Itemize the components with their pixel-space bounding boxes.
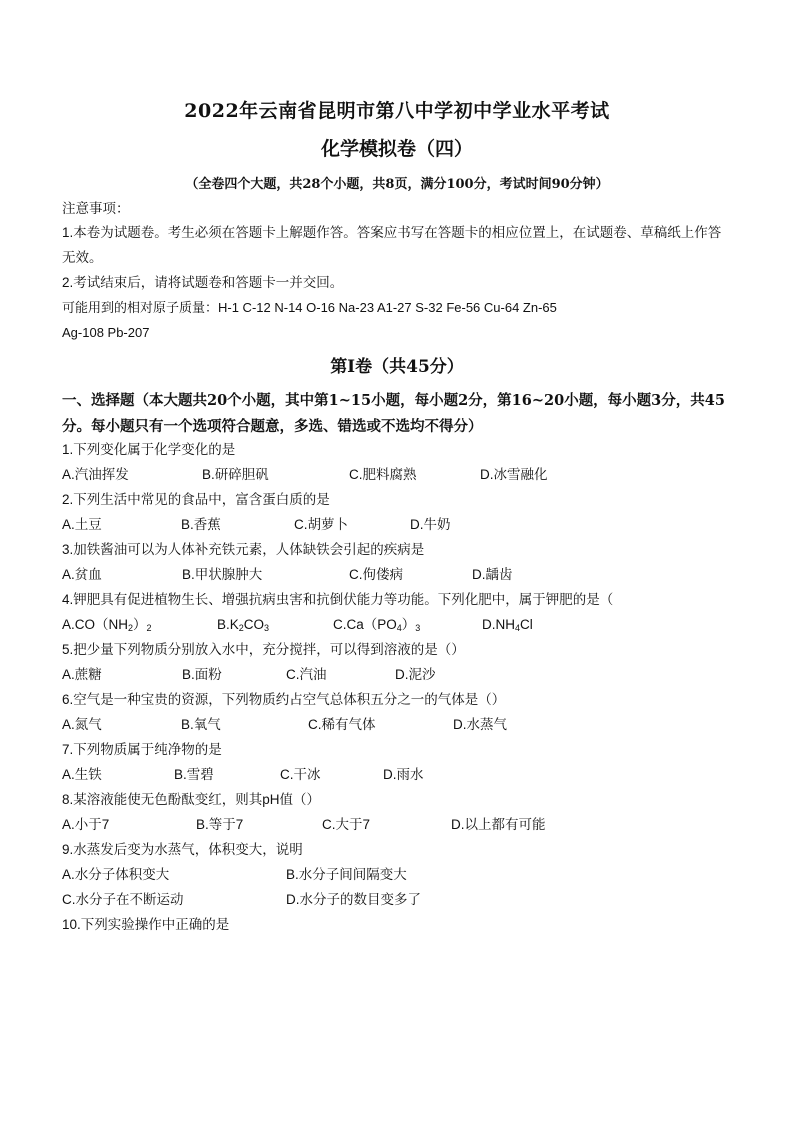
question-5-options	[62, 666, 730, 684]
option-b: B.研碎胆矾	[202, 467, 269, 482]
part-1-title: 第Ⅰ卷（共45分）	[330, 357, 464, 377]
option-b: B.香蕉	[181, 517, 221, 532]
question-6-stem: 6.空气是一种宝贵的资源，下列物质约占空气总体积五分之一的气体是（）	[62, 692, 506, 707]
option-b: B.等于7	[196, 817, 244, 832]
option-a: A.土豆	[62, 517, 102, 532]
option-c: C.佝偻病	[349, 567, 403, 582]
question-9-options-row-2	[62, 891, 730, 909]
option-b: B.水分子间间隔变大	[286, 867, 407, 882]
option-a: A.贫血	[62, 567, 102, 582]
note-1: 1.本卷为试题卷。考生必须在答题卡上解题作答。答案应书写在答题卡的相应位置上，在试题卷、草稿纸上作答无效。	[62, 225, 722, 265]
atomic-masses-line-1: 可能用到的相对原子质量：H-1 C-12 N-14 O-16 Na-23 A1-27 S-32 Fe-56 Cu-64 Zn-65	[62, 300, 557, 315]
option-d: D.泥沙	[395, 667, 436, 682]
question-8-stem: 8.某溶液能使无色酚酞变红，则其pH值（）	[62, 792, 321, 807]
option-a: A.氮气	[62, 717, 102, 732]
option-b: B.面粉	[182, 667, 222, 682]
question-7-stem: 7.下列物质属于纯净物的是	[62, 742, 222, 757]
option-b: B.甲状腺肿大	[182, 567, 263, 582]
question-4-options	[62, 616, 730, 634]
question-3-stem: 3.加铁酱油可以为人体补充铁元素，人体缺铁会引起的疾病是	[62, 542, 425, 557]
option-d: D.以上都有可能	[451, 817, 546, 832]
option-c: $C.Ca(PO_4)_3$	[333, 617, 421, 633]
question-4-stem: 4.钾肥具有促进植物生长、增强抗病虫害和抗倒伏能力等功能。下列化肥中，属于钾肥的是（	[62, 592, 614, 607]
option-d: D.水分子的数目变多了	[286, 892, 421, 907]
question-2-stem: 2.下列生活中常见的食品中，富含蛋白质的是	[62, 492, 330, 507]
question-5-stem: 5.把少量下列物质分别放入水中，充分搅拌，可以得到溶液的是（）	[62, 642, 465, 657]
option-d: D.龋齿	[472, 567, 513, 582]
option-c: C.稀有气体	[308, 717, 376, 732]
option-c: C.大于7	[322, 817, 371, 832]
question-1-options	[62, 466, 730, 484]
question-9-stem: 9.水蒸发后变为水蒸气，体积变大，说明	[62, 842, 303, 857]
question-1-stem: 1.下列变化属于化学变化的是	[62, 442, 236, 457]
question-3-options	[62, 566, 730, 584]
option-d: D.牛奶	[410, 517, 451, 532]
option-a: A.汽油挥发	[62, 467, 129, 482]
option-c: C.干冰	[280, 767, 321, 782]
section-1-heading: 一、选择题（本大题共20个小题，其中第1~15小题，每小题2分，第16~20小题，每小题3分，共45分。每小题只有一个选项符合题意，多选、错选或不选均不得分）	[62, 392, 725, 435]
notes-heading: 注意事项：	[62, 201, 130, 216]
option-a: $A.CO(NH_2)_2$	[62, 617, 152, 633]
option-c: C.水分子在不断运动	[62, 892, 184, 907]
option-a: A.蔗糖	[62, 667, 102, 682]
atomic-masses-line-2: Ag-108 Pb-207	[62, 325, 150, 340]
option-c: C.肥料腐熟	[349, 467, 417, 482]
question-9-options-row-1	[62, 866, 730, 884]
option-d: D.雨水	[383, 767, 424, 782]
question-8-options	[62, 816, 730, 834]
option-b: B.雪碧	[174, 767, 214, 782]
question-7-options	[62, 766, 730, 784]
question-6-options	[62, 716, 730, 734]
option-c: C.汽油	[286, 667, 327, 682]
option-a: A.生铁	[62, 767, 102, 782]
option-d: $D.NH_4Cl$	[482, 617, 533, 633]
question-10-stem: 10.下列实验操作中正确的是	[62, 917, 230, 932]
option-a: A.水分子体积变大	[62, 867, 170, 882]
exam-subtitle: 化学模拟卷（四）	[320, 138, 473, 160]
option-d: D.冰雪融化	[480, 467, 548, 482]
exam-info: （全卷四个大题，共28个小题，共8页，满分100分，考试时间90分钟）	[185, 177, 609, 192]
option-b: $B.K_2CO_3$	[217, 617, 270, 633]
option-a: A.小于7	[62, 817, 110, 832]
option-b: B.氧气	[181, 717, 221, 732]
exam-title: 2022年云南省昆明市第八中学初中学业水平考试	[184, 100, 610, 122]
option-c: C.胡萝卜	[294, 517, 348, 532]
question-2-options	[62, 516, 730, 534]
note-2: 2.考试结束后，请将试题卷和答题卡一并交回。	[62, 275, 344, 290]
option-d: D.水蒸气	[453, 717, 507, 732]
